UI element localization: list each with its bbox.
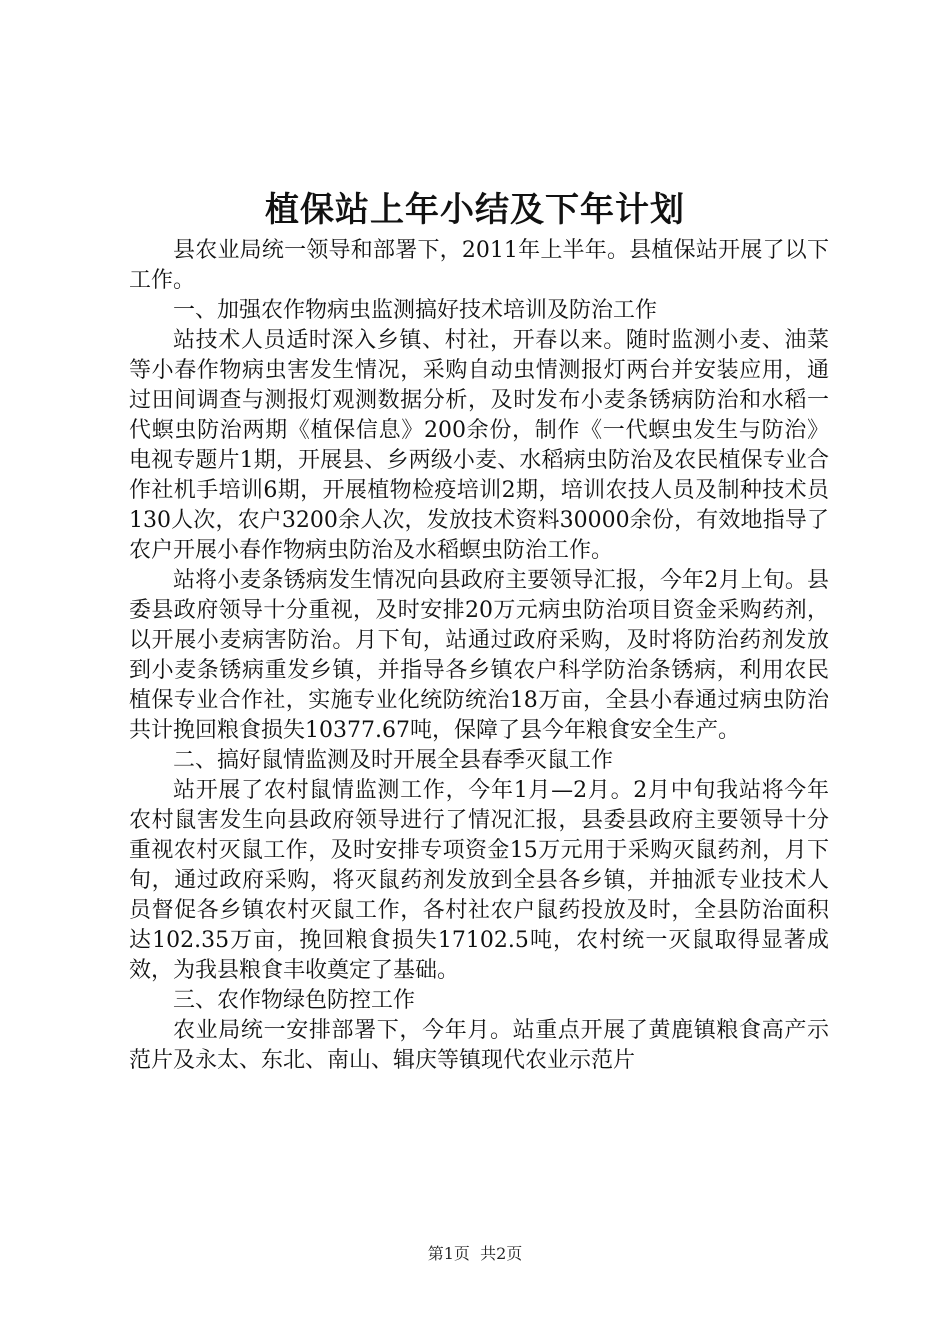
body-paragraph: 站开展了农村鼠情监测工作，今年1月—2月。2月中旬我站将今年农村鼠害发生向县政府领导进行了情况汇报，县委县政府主要领导十分重视农村灭鼠工作，及时安排专项资金15万元用于采购灭鼠药剂，月下旬，通过政府采购，将灭鼠药剂发放到全县各乡镇，并抽派专业技术人员督促各乡镇农村灭鼠工作，各村社农户鼠药投放及时，全县防治面积达102.35万亩，挽回粮食损失17102.5吨，农村统一灭鼠取得显著成效，为我县粮食丰收奠定了基础。 xyxy=(129,778,829,983)
page-number: 第1页 xyxy=(427,1244,470,1263)
body-paragraph: 站技术人员适时深入乡镇、村社，开春以来。随时监测小麦、油菜等小春作物病虫害发生情况，采购自动虫情测报灯两台并安装应用，通过田间调查与测报灯观测数据分析，及时发布小麦条锈病防治和水稻一代螟虫防治两期《植保信息》200余份，制作《一代螟虫发生与防治》电视专题片1期，开展县、乡两级小麦、水稻病虫防治及农民植保专业合作社机手培训6期，开展植物检疫培训2期，培训农技人员及制种技术员130人次，农户3200余人次，发放技术资料30000余份，有效地指导了农户开展小春作物病虫防治及水稻螟虫防治工作。 xyxy=(129,328,829,563)
page-total: 共2页 xyxy=(480,1244,523,1263)
section-heading-2: 二、搞好鼠情监测及时开展全县春季灭鼠工作 xyxy=(173,748,614,773)
document-title: 植保站上年小结及下年计划 xyxy=(265,190,685,230)
body-paragraph: 农业局统一安排部署下，今年月。站重点开展了黄鹿镇粮食高产示范片及永太、东北、南山、辑庆等镇现代农业示范片 xyxy=(129,1018,829,1073)
intro-paragraph: 县农业局统一领导和部署下，2011年上半年。县植保站开展了以下工作。 xyxy=(129,238,829,293)
page-footer xyxy=(0,1243,950,1265)
footer-spacer xyxy=(470,1244,480,1263)
body-paragraph: 站将小麦条锈病发生情况向县政府主要领导汇报，今年2月上旬。县委县政府领导十分重视，及时安排20万元病虫防治项目资金采购药剂，以开展小麦病害防治。月下旬，站通过政府采购，及时将防治药剂发放到小麦条锈病重发乡镇，并指导各乡镇农户科学防治条锈病，利用农民植保专业合作社，实施专业化统防统治18万亩，全县小春通过病虫防治共计挽回粮食损失10377.67吨，保障了县今年粮食安全生产。 xyxy=(129,568,829,743)
document-body xyxy=(129,236,829,1076)
section-heading-1: 一、加强农作物病虫监测搞好技术培训及防治工作 xyxy=(173,298,658,323)
section-heading-3: 三、农作物绿色防控工作 xyxy=(173,988,416,1013)
